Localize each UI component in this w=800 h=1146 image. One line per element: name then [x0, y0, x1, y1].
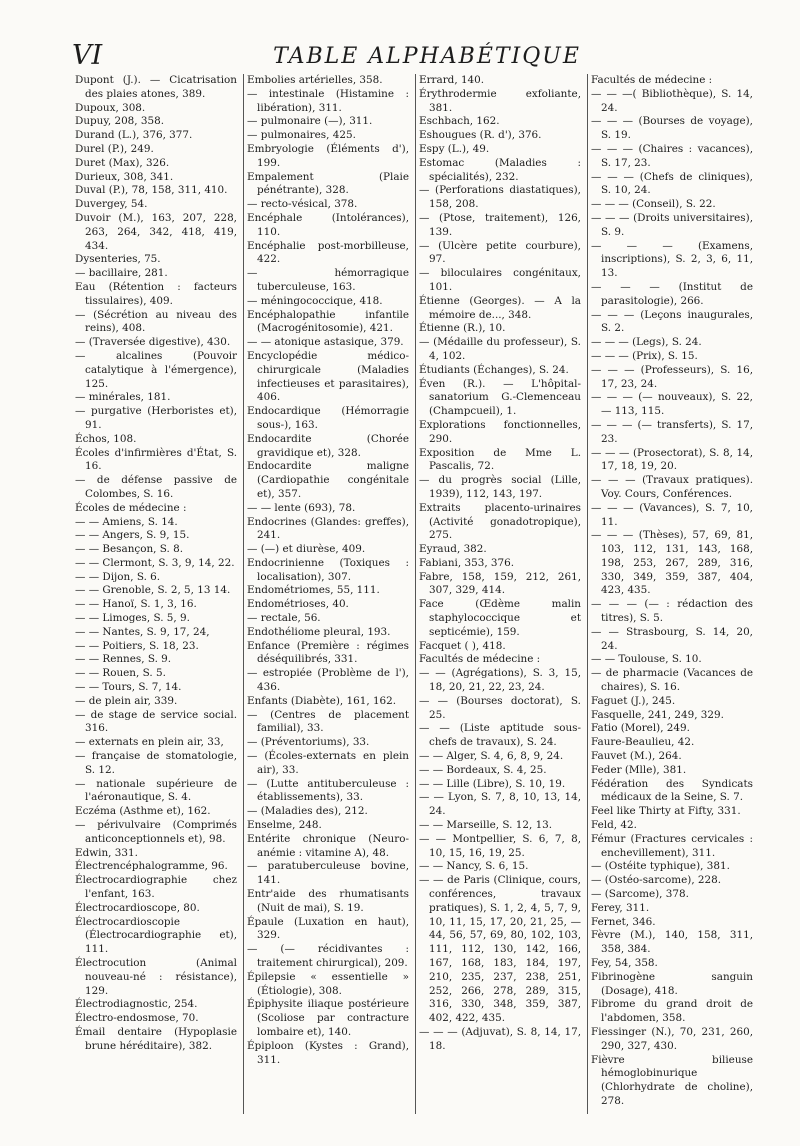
index-entry: Encéphalopathie infantile (Macrogénitosomie), 421.: [247, 308, 409, 335]
index-entry: Exposition de Mme L. Pascalis, 72.: [419, 446, 581, 473]
index-entry: — — Amiens, S. 14.: [75, 515, 178, 528]
index-entry: — — — (Legs), S. 24.: [591, 336, 702, 349]
index-entry: Faure-Beaulieu, 42.: [591, 736, 695, 749]
index-entry: — (Sarcome), 378.: [591, 888, 689, 901]
index-entry: — — — (— : rédaction des titres), S. 5.: [591, 598, 753, 625]
index-entry: — — — (Conseil), S. 22.: [591, 198, 716, 211]
index-column-3: [416, 74, 588, 1114]
index-entry: Embryologie (Éléments d'), 199.: [247, 142, 409, 169]
index-entry: Enfance (Première : régimes déséquilibrés, 331.: [247, 639, 409, 666]
index-entry: — — Dijon, S. 6.: [75, 570, 161, 583]
index-entry: Explorations fonctionnelles, 290.: [419, 418, 581, 445]
index-column-2: [244, 74, 416, 1114]
index-entry: Endocrines (Glandes: greffes), 241.: [247, 515, 409, 542]
index-entry: Étienne (Georges). — A la mémoire de..., 348.: [419, 294, 581, 321]
index-entry: Extraits placento-urinaires (Activité gonadotropique), 275.: [419, 501, 581, 542]
index-entry: Érythrodermie exfoliante, 381.: [419, 87, 581, 114]
index-entry: — — atonique astasique, 379.: [247, 336, 404, 349]
index-entry: Facultés de médecine :: [419, 653, 541, 666]
index-entry: Duvoir (M.), 163, 207, 228, 263, 264, 342, 418, 419, 434.: [75, 211, 237, 252]
index-entry: Feel like Thirty at Fifty, 331.: [591, 805, 741, 818]
index-entry: — (Perforations diastatiques), 158, 208.: [419, 184, 581, 211]
index-entry: Endométriomes, 55, 111.: [247, 584, 380, 597]
index-entry: Fauvet (M.), 264.: [591, 750, 682, 763]
index-entry: — (Ostéo-sarcome), 228.: [591, 874, 722, 887]
index-entry: — — — (Institut de parasitologie), 266.: [591, 280, 753, 307]
index-entry: Endothéliome pleural, 193.: [247, 625, 391, 638]
index-entry: Ferey, 311.: [591, 901, 650, 914]
index-entry: — — — (— transferts), S. 17, 23.: [591, 418, 753, 445]
index-entry: — alcalines (Pouvoir catalytique à l'émergence), 125.: [75, 349, 237, 390]
index-entry: — — (Liste aptitude sous-chefs de travaux), S. 24.: [419, 722, 581, 749]
index-entry: Embolies artérielles, 358.: [247, 74, 383, 86]
index-entry: Duvergey, 54.: [75, 198, 148, 211]
index-entry: Feld, 42.: [591, 819, 637, 832]
page-title: TABLE ALPHABÉTIQUE: [273, 44, 581, 69]
index-entry: — — lente (693), 78.: [247, 501, 356, 514]
index-entry: — — — (Vavances), S. 7, 10, 11.: [591, 501, 753, 528]
index-entry: Feder (Mlle), 381.: [591, 763, 687, 776]
index-entry: — (Ptose, traitement), 126, 139.: [419, 211, 581, 238]
index-entry: Fédération des Syndicats médicaux de la Seine, S. 7.: [591, 777, 753, 804]
index-entry: — — de Paris (Clinique, cours, conférences, travaux pratiques), S. 1, 2, 4, 5, 7, 9, 10, 11, 15, 17, 20, 21, 25, — 44, 56, 57, 69, 80, 102, 103, 111, 112, 130, 142, 166, 167, 168, 183, 184, 197, 210, 235, 237, 238, 251, 252, 266, 278, 289, 315, 316, 330, 348, 359, 387, 402, 422, 435.: [419, 874, 581, 1025]
index-entry: — (Ostéite typhique), 381.: [591, 860, 730, 873]
index-entry: Dupuy, 208, 358.: [75, 115, 165, 128]
index-entry: Fabre, 158, 159, 212, 261, 307, 329, 414.: [419, 570, 581, 597]
index-entry: — — (Agrégations), S. 3, 15, 18, 20, 21, 22, 23, 24.: [419, 667, 581, 694]
index-entry: Endocrinienne (Toxiques : localisation), 307.: [247, 556, 409, 583]
index-entry: — (—) et diurèse, 409.: [247, 543, 366, 556]
index-entry: — — Limoges, S. 5, 9.: [75, 612, 190, 625]
index-entry: — — — (Bourses de voyage), S. 19.: [591, 115, 753, 142]
index-entry: Fatio (Morel), 249.: [591, 722, 690, 735]
index-entry: Encéphalie post-morbilleuse, 422.: [247, 239, 409, 266]
index-entry: Échos, 108.: [75, 432, 137, 445]
index-entry: — — Besançon, S. 8.: [75, 543, 184, 556]
index-entry: Fasquelle, 241, 249, 329.: [591, 708, 724, 721]
index-entry: — — — (Prosectorat), S. 8, 14, 17, 18, 19, 20.: [591, 446, 753, 473]
index-entry: Endocardite (Chorée gravidique et), 328.: [247, 432, 409, 459]
index-entry: — méningococcique, 418.: [247, 294, 383, 307]
index-entry: Edwin, 331.: [75, 846, 138, 859]
index-entry: — (Écoles-externats en plein air), 33.: [247, 750, 409, 776]
index-entry: Électrocardioscopie (Électrocardiographie et), 111.: [75, 915, 237, 956]
index-columns: [72, 74, 794, 1114]
index-entry: Épilepsie « essentielle » (Étiologie), 308.: [247, 970, 409, 997]
index-entry: Face (Œdème malin staphylococcique et septicémie), 159.: [419, 598, 581, 638]
index-entry: — (Maladies des), 212.: [247, 805, 368, 818]
index-entry: Écoles d'infirmières d'État, S. 16.: [75, 446, 237, 473]
index-entry: — — Lyon, S. 7, 8, 10, 13, 14, 24.: [419, 791, 581, 818]
index-entry: — — — (Travaux pratiques). Voy. Cours, Conférences.: [591, 474, 753, 500]
index-entry: Dupoux, 308.: [75, 101, 146, 114]
page-header: [72, 40, 782, 76]
index-entry: — — — (Chaires : vacances), S. 17, 23.: [591, 142, 753, 169]
index-entry: — (— récidivantes : traitement chirurgical), 209.: [247, 943, 409, 969]
index-entry: — française de stomatologie, S. 12.: [75, 750, 237, 776]
page-number: VI: [72, 40, 103, 71]
index-entry: — pulmonaire (—), 311.: [247, 115, 373, 128]
index-entry: Duret (Max), 326.: [75, 156, 170, 169]
index-entry: Fibrome du grand droit de l'abdomen, 358.: [591, 998, 753, 1025]
index-entry: Eau (Rétention : facteurs tissulaires), 409.: [75, 280, 237, 307]
index-entry: Entr'aide des rhumatisants (Nuit de mai), S. 19.: [247, 888, 409, 914]
index-entry: Fibrinogène sanguin (Dosage), 418.: [591, 970, 753, 997]
index-entry: — biloculaires congénitaux, 101.: [419, 267, 581, 293]
index-entry: Électro-endosmose, 70.: [75, 1012, 199, 1025]
index-entry: Éven (R.). — L'hôpital-sanatorium G.-Clemenceau (Champcueil), 1.: [419, 377, 581, 418]
index-entry: — périvulvaire (Comprimés anticonceptionnels et), 98.: [75, 819, 237, 845]
index-entry: — — — (Adjuvat), S. 8, 14, 17, 18.: [419, 1025, 581, 1052]
index-entry: Duval (P.), 78, 158, 311, 410.: [75, 184, 228, 197]
index-entry: — (Centres de placement familial), 33.: [247, 708, 409, 735]
index-entry: Faguet (J.), 245.: [591, 694, 676, 707]
index-entry: — — (Bourses doctorat), S. 25.: [419, 694, 581, 721]
index-entry: — de défense passive de Colombes, S. 16.: [75, 474, 237, 500]
index-entry: Endocardique (Hémorragie sous-), 163.: [247, 405, 409, 431]
index-entry: Endocardite maligne (Cardiopathie congénitale et), 357.: [247, 460, 409, 500]
index-entry: Endométrioses, 40.: [247, 598, 349, 611]
index-entry: Enfants (Diabète), 161, 162.: [247, 694, 397, 707]
index-entry: Fiessinger (N.), 70, 231, 260, 290, 327, 430.: [591, 1025, 753, 1052]
index-entry: Étudiants (Échanges), S. 24.: [419, 363, 569, 376]
index-entry: — — Toulouse, S. 10.: [591, 653, 702, 666]
index-entry: — — Angers, S. 9, 15.: [75, 529, 190, 542]
index-entry: Fernet, 346.: [591, 915, 656, 928]
index-entry: Durel (P.), 249.: [75, 142, 154, 155]
index-entry: — — Hanoï, S. 1, 3, 16.: [75, 598, 197, 611]
index-entry: Émail dentaire (Hypoplasie brune héréditaire), 382.: [75, 1025, 237, 1052]
index-entry: Espy (L.), 49.: [419, 142, 490, 155]
index-entry: Encéphale (Intolérances), 110.: [247, 211, 409, 238]
index-entry: — — Lille (Libre), S. 10, 19.: [419, 777, 566, 790]
index-entry: — (Ulcère petite courbure), 97.: [419, 239, 581, 266]
index-entry: Électrodiagnostic, 254.: [75, 998, 198, 1011]
index-entry: — (Préventoriums), 33.: [247, 736, 370, 749]
index-entry: — — — (— nouveaux), S. 22, — 113, 115.: [591, 391, 753, 418]
index-entry: — — Alger, S. 4, 6, 8, 9, 24.: [419, 750, 564, 763]
index-entry: — purgative (Herboristes et), 91.: [75, 405, 237, 431]
index-entry: Facquet ( ), 418.: [419, 639, 506, 652]
index-entry: — bacillaire, 281.: [75, 267, 168, 280]
index-entry: — — — (Leçons inaugurales, S. 2.: [591, 308, 753, 335]
index-entry: — — Marseille, S. 12, 13.: [419, 819, 553, 832]
index-entry: Fey, 54, 358.: [591, 957, 658, 969]
index-entry: — (Sécrétion au niveau des reins), 408.: [75, 308, 237, 335]
index-entry: Épiphysite iliaque postérieure (Scoliose par contracture lombaire et), 140.: [247, 998, 409, 1038]
index-entry: — — Rouen, S. 5.: [75, 667, 166, 680]
index-entry: — — — (Prix), S. 15.: [591, 349, 698, 362]
index-entry: — — Clermont, S. 3, 9, 14, 22.: [75, 556, 235, 569]
index-entry: — — Grenoble, S. 2, 5, 13 14.: [75, 584, 231, 597]
index-entry: Épaule (Luxation en haut), 329.: [247, 915, 409, 942]
index-entry: Fabiani, 353, 376.: [419, 556, 515, 569]
index-entry: Errard, 140.: [419, 74, 485, 86]
index-entry: Empalement (Plaie pénétrante), 328.: [247, 170, 409, 197]
index-entry: — — —( Bibliothèque), S. 14, 24.: [591, 87, 753, 114]
index-column-4: [588, 74, 759, 1114]
index-entry: Facultés de médecine :: [591, 74, 713, 86]
index-entry: — (Traversée digestive), 430.: [75, 336, 231, 349]
index-entry: Eczéma (Asthme et), 162.: [75, 805, 211, 818]
index-entry: Durieux, 308, 341.: [75, 170, 174, 183]
index-entry: — estropiée (Problème de l'), 436.: [247, 667, 409, 694]
index-entry: — rectale, 56.: [247, 612, 321, 625]
index-entry: — paratuberculeuse bovine, 141.: [247, 860, 409, 887]
index-entry: Électrocution (Animal nouveau-né : résistance), 129.: [75, 957, 237, 997]
index-entry: — de stage de service social. 316.: [75, 708, 237, 735]
index-entry: — pulmonaires, 425.: [247, 129, 356, 142]
index-entry: — intestinale (Histamine : libération), 311.: [247, 87, 409, 114]
index-column-1: [72, 74, 244, 1114]
index-entry: Électrencéphalogramme, 96.: [75, 860, 228, 873]
index-entry: — — Tours, S. 7, 14.: [75, 681, 182, 694]
index-entry: Encyclopédie médico-chirurgicale (Maladies infectieuses et parasitaires), 406.: [247, 349, 409, 404]
index-entry: — — Montpellier, S. 6, 7, 8, 10, 15, 16, 19, 25.: [419, 832, 581, 859]
index-entry: Entérite chronique (Neuro-anémie : vitamine A), 48.: [247, 832, 409, 859]
index-entry: — — Nancy, S. 6, 15.: [419, 860, 529, 873]
index-entry: Eshougues (R. d'), 376.: [419, 129, 542, 142]
index-entry: Électrocardiographie chez l'enfant, 163.: [75, 874, 237, 901]
index-entry: Estomac (Maladies : spécialités), 232.: [419, 156, 581, 183]
index-entry: — minérales, 181.: [75, 391, 171, 404]
index-entry: Durand (L.), 376, 377.: [75, 129, 193, 142]
index-entry: — — — (Chefs de cliniques), S. 10, 24.: [591, 170, 753, 197]
index-entry: — — Strasbourg, S. 14, 20, 24.: [591, 625, 753, 652]
index-entry: — (Lutte antituberculeuse : établissements), 33.: [247, 777, 409, 804]
index-entry: — (Médaille du professeur), S. 4, 102.: [419, 336, 581, 362]
index-entry: Électrocardioscope, 80.: [75, 901, 200, 914]
index-entry: — nationale supérieure de l'aéronautique, S. 4.: [75, 777, 237, 804]
index-entry: Eyraud, 382.: [419, 543, 487, 556]
index-entry: — — — (Thèses), 57, 69, 81, 103, 112, 131, 143, 168, 198, 253, 267, 289, 316, 330, 349, 359, 387, 404, 423, 435.: [591, 529, 753, 597]
index-entry: — — Rennes, S. 9.: [75, 653, 172, 666]
index-entry: — de pharmacie (Vacances de chaires), S. 16.: [591, 667, 753, 694]
index-entry: — — Bordeaux, S. 4, 25.: [419, 763, 547, 776]
index-entry: Dupont (J.). — Cicatrisation des plaies atones, 389.: [75, 74, 237, 100]
index-entry: — — — (Droits universitaires), S. 9.: [591, 211, 753, 238]
index-entry: Épiploon (Kystes : Grand), 311.: [247, 1039, 409, 1066]
index-entry: — du progrès social (Lille, 1939), 112, 143, 197.: [419, 474, 581, 500]
index-entry: Fémur (Fractures cervicales : enchevillement), 311.: [591, 832, 753, 859]
index-entry: — — Nantes, S. 9, 17, 24,: [75, 625, 210, 638]
index-entry: — externats en plein air, 33,: [75, 736, 224, 749]
index-entry: — — Poitiers, S. 18, 23.: [75, 639, 199, 652]
index-entry: Enselme, 248.: [247, 819, 322, 832]
index-entry: — — — (Professeurs), S. 16, 17, 23, 24.: [591, 363, 753, 390]
index-entry: Étienne (R.), 10.: [419, 322, 506, 335]
index-entry: — de plein air, 339.: [75, 694, 178, 707]
index-entry: Fièvre bilieuse hémoglobinurique (Chlorhydrate de choline), 278.: [591, 1053, 753, 1107]
index-entry: Écoles de médecine :: [75, 501, 187, 514]
index-entry: Fèvre (M.), 140, 158, 311, 358, 384.: [591, 929, 753, 956]
index-entry: — — — (Examens, inscriptions), S. 2, 3, 6, 11, 13.: [591, 239, 753, 280]
index-entry: Eschbach, 162.: [419, 115, 500, 128]
index-entry: Dysenteries, 75.: [75, 253, 161, 266]
index-entry: — hémorragique tuberculeuse, 163.: [247, 267, 409, 293]
index-entry: — recto-vésical, 378.: [247, 198, 358, 211]
